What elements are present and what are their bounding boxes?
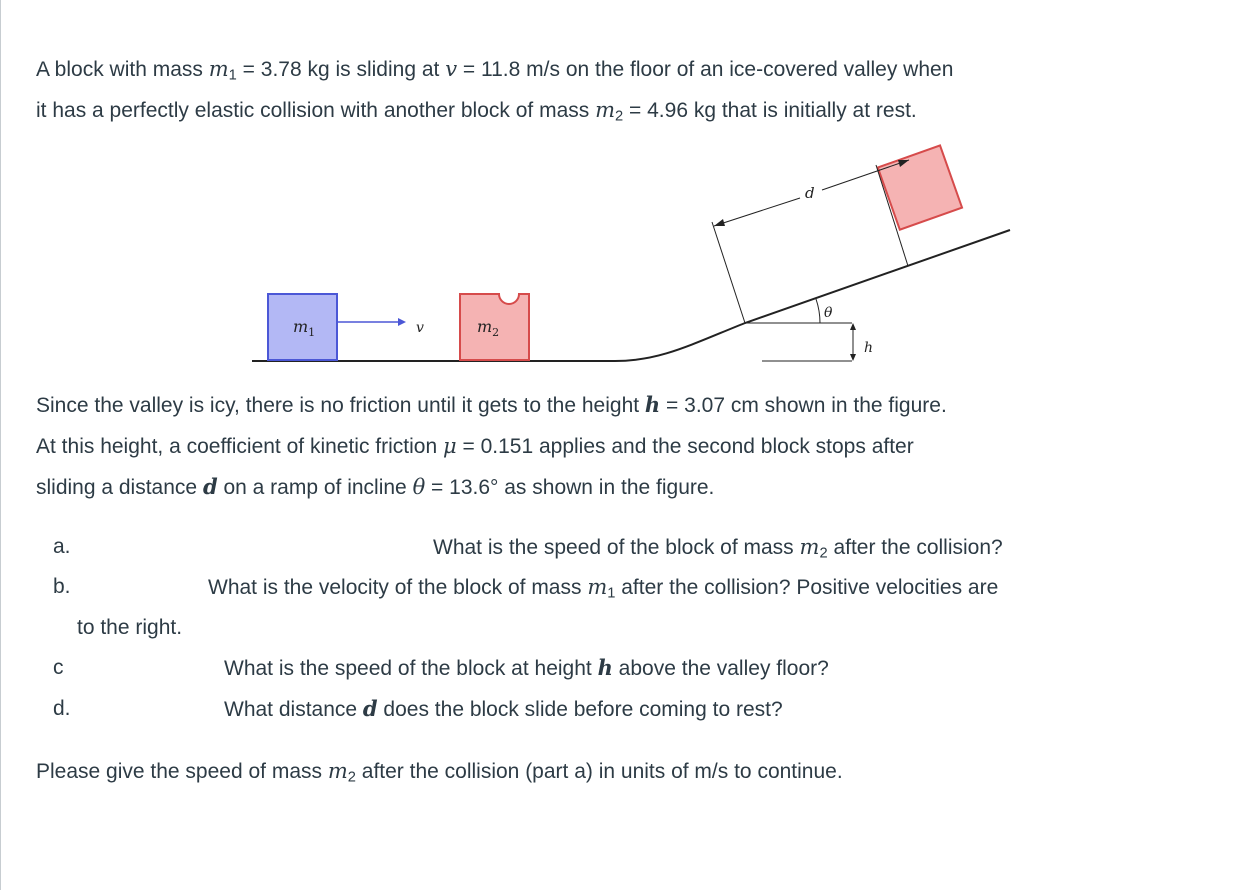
ground-and-ramp-line [252, 230, 1010, 361]
d-arrowhead-left [714, 219, 725, 226]
h-value: = 3.07 cm shown in the figure. [660, 394, 947, 417]
intro-text-2: it has a perfectly elastic collision with another block of mass [36, 99, 596, 122]
m2-symbol: m [595, 98, 616, 122]
d-symbol: d [202, 474, 218, 499]
middle-text-2: At this height, a coefficient of kinetic friction [36, 435, 443, 458]
m1-symbol: m [208, 57, 229, 81]
question-b-text-continued: to the right. [77, 616, 183, 639]
height-arrowhead-bottom [850, 354, 856, 361]
question-a-text: What is the speed of the block of mass $m_2$ after the collision? [433, 535, 1003, 562]
height-label: h [864, 340, 874, 356]
m2-value: = 4.96 kg that is initially at rest. [623, 99, 917, 122]
mu-symbol: μ [443, 434, 457, 458]
block-m2-label: $m_2$ [477, 317, 500, 339]
question-b-label: b. [53, 575, 71, 598]
middle-text-3b: on a ramp of incline [217, 476, 413, 499]
block-on-ramp [878, 145, 962, 229]
v-value: = 11.8 m/s on the floor of an ice-covered valley when [457, 58, 954, 81]
middle-text-1: Since the valley is icy, there is no friction until it gets to the height [36, 394, 645, 417]
middle-paragraph [36, 385, 1236, 508]
middle-text-3: sliding a distance [36, 476, 203, 499]
middle-line-3 [36, 467, 1236, 508]
question-c-text: What is the speed of the block at height h above the valley floor? [224, 655, 829, 680]
middle-line-1 [36, 385, 1236, 426]
angle-arc [816, 299, 820, 323]
m2-subscript: 2 [615, 108, 624, 125]
d-extension-left [712, 222, 745, 323]
v-symbol: v [445, 57, 458, 81]
continue-prompt: Please give the speed of mass $m_2$ after the collision (part a) in units of m/s to continue. [36, 759, 843, 786]
h-symbol: h [644, 392, 661, 417]
angle-label: θ [824, 305, 833, 321]
theta-value: = 13.6° as shown in the figure. [425, 476, 715, 499]
m1-subscript: 1 [228, 67, 237, 84]
velocity-arrowhead [398, 318, 406, 326]
question-c-label: c [53, 656, 64, 679]
m1-value: = 3.78 kg is sliding at [236, 58, 446, 81]
middle-line-2 [36, 426, 1236, 467]
velocity-label: v [416, 320, 424, 336]
d-label: d [805, 184, 815, 202]
question-d-text: What distance d does the block slide before coming to rest? [224, 696, 783, 721]
mu-value: = 0.151 applies and the second block stops after [456, 435, 914, 458]
intro-text: A block with mass [36, 58, 209, 81]
question-b-text: What is the velocity of the block of mass $m_1$ after the collision? Positive velocities are [208, 575, 999, 602]
question-d-label: d. [53, 697, 71, 720]
collision-ramp-figure [0, 0, 1257, 380]
question-a-label: a. [53, 535, 71, 558]
block-m1-label: $m_1$ [293, 317, 316, 339]
theta-symbol: θ [412, 475, 426, 499]
d-dimension-left [714, 198, 800, 226]
height-arrowhead-top [850, 323, 856, 330]
